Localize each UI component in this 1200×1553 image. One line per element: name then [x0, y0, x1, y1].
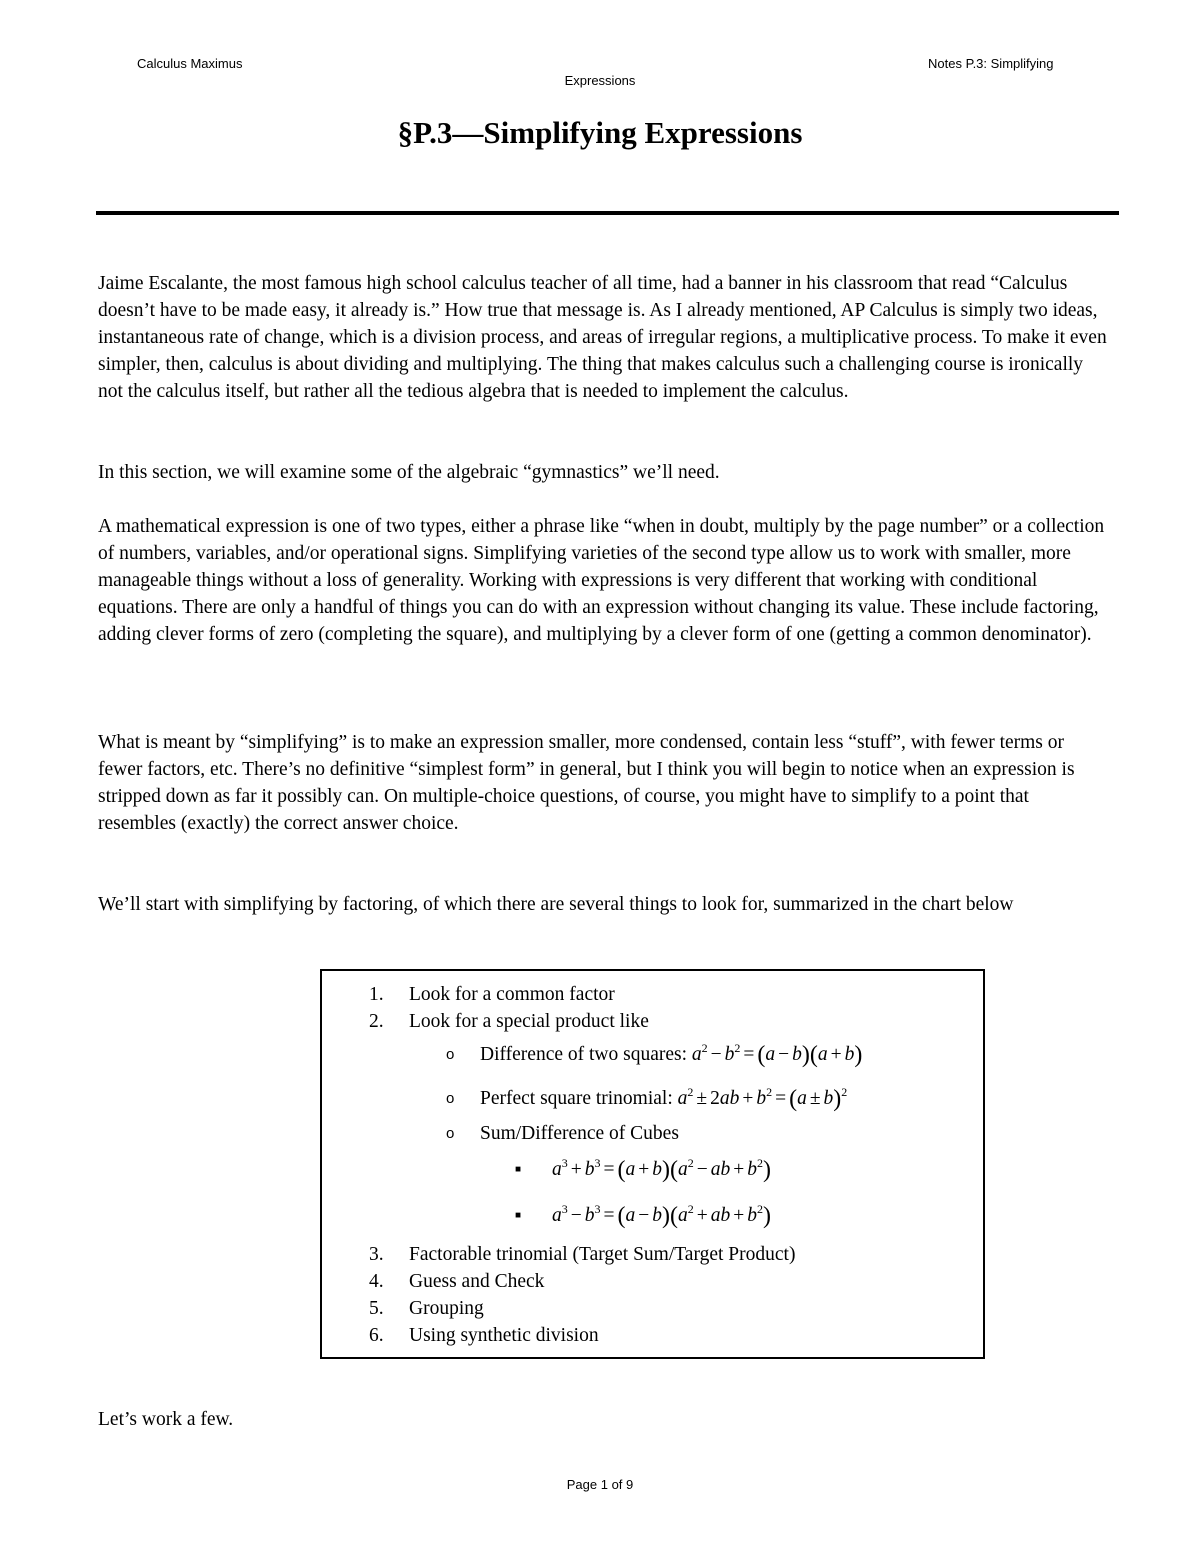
- perfect-square-formula: $a^2 \pm 2ab + b^2 = (a \pm b)^2$: [677, 1085, 848, 1112]
- factoring-chart: [320, 969, 985, 1359]
- hollow-bullet-icon: o: [446, 1090, 455, 1107]
- list-number: 6.: [369, 1325, 384, 1346]
- square-bullet-icon: ■: [515, 1210, 522, 1221]
- list-number: 5.: [369, 1298, 384, 1319]
- paragraph-intro: Jaime Escalante, the most famous high school calculus teacher of all time, had a banner in his classroom that read “Calculus doesn’t have to be made easy, it already is.” How true that message is. As I already mentioned, AP Calculus is simply two ideas, instantaneous rate of change, which is a division process, and areas of irregular regions, a multiplicative process. To make it even simpler, then, calculus is about dividing and multiplying. The thing that makes calculus such a challenging course is ironically not the calculus itself, but rather all the tedious algebra that is needed to implement the calculus.: [98, 273, 1107, 402]
- list-label: Perfect square trinomial:: [480, 1088, 678, 1109]
- list-label: Sum/Difference of Cubes: [480, 1123, 679, 1144]
- paragraph-work-few: Let’s work a few.: [98, 1409, 234, 1430]
- list-number: 3.: [369, 1244, 384, 1265]
- title-divider: [96, 211, 1119, 215]
- list-label: Look for a common factor: [409, 984, 615, 1005]
- hollow-bullet-icon: o: [446, 1046, 455, 1063]
- list-label: Difference of two squares:: [480, 1044, 692, 1065]
- difference-of-cubes-formula: $a^3 - b^3 = (a - b)(a^2$ + ab + $b^2$): [552, 1202, 771, 1229]
- paragraph-simplifying-meaning: What is meant by “simplifying” is to make an expression smaller, more condensed, contain less “stuff”, with fewer terms or fewer factors, etc. There’s no definitive “simplest form” in general, but I think you will begin to notice when an expression is stripped down as far it possibly can. On multiple-choice questions, of course, you might have to simplify to a point that resembles (exactly) the correct answer choice.: [98, 732, 1075, 834]
- list-number: 1.: [369, 984, 384, 1005]
- paragraph-section-overview: In this section, we will examine some of the algebraic “gymnastics” we’ll need.: [98, 462, 720, 483]
- header-notes-label: Notes P.3: Simplifying: [928, 56, 1054, 71]
- hollow-bullet-icon: o: [446, 1125, 455, 1142]
- page-number: Page 1 of 9: [566, 1477, 634, 1492]
- page-title: §P.3—Simplifying Expressions: [397, 115, 803, 150]
- square-bullet-icon: ■: [515, 1164, 522, 1175]
- list-label: Using synthetic division: [409, 1325, 599, 1346]
- list-label: Factorable trinomial (Target Sum/Target Product): [409, 1244, 796, 1265]
- list-number: 4.: [369, 1271, 384, 1292]
- list-label: Look for a special product like: [409, 1011, 649, 1032]
- paragraph-factoring-intro: We’ll start with simplifying by factoring, of which there are several things to look for, summarized in the chart below: [98, 894, 1014, 915]
- list-number: 2.: [369, 1011, 384, 1032]
- difference-of-squares-formula: $a^2 - b^2 = (a - b)(a + b)$: [691, 1041, 863, 1068]
- paragraph-expression-definition: A mathematical expression is one of two types, either a phrase like “when in doubt, multiply by the page number” or a collection of numbers, variables, and/or operational signs. Simplifying varieties of the second type allow us to work with smaller, more manageable things without a loss of generality. Working with expressions is very different that working with conditional equations. There are only a handful of things you can do with an expression without changing its value. These include factoring, adding clever forms of zero (completing the square), and multiplying by a clever form of one (getting a common denominator).: [98, 516, 1105, 645]
- list-label: Guess and Check: [409, 1271, 545, 1292]
- list-label: Grouping: [409, 1298, 484, 1319]
- sum-of-cubes-formula: $a^3 + b^3 = (a + b)(a^2$ − ab + $b^2$): [552, 1156, 771, 1183]
- header-course-name: Calculus Maximus: [137, 56, 243, 71]
- header-notes-label-continued: Expressions: [564, 73, 636, 88]
